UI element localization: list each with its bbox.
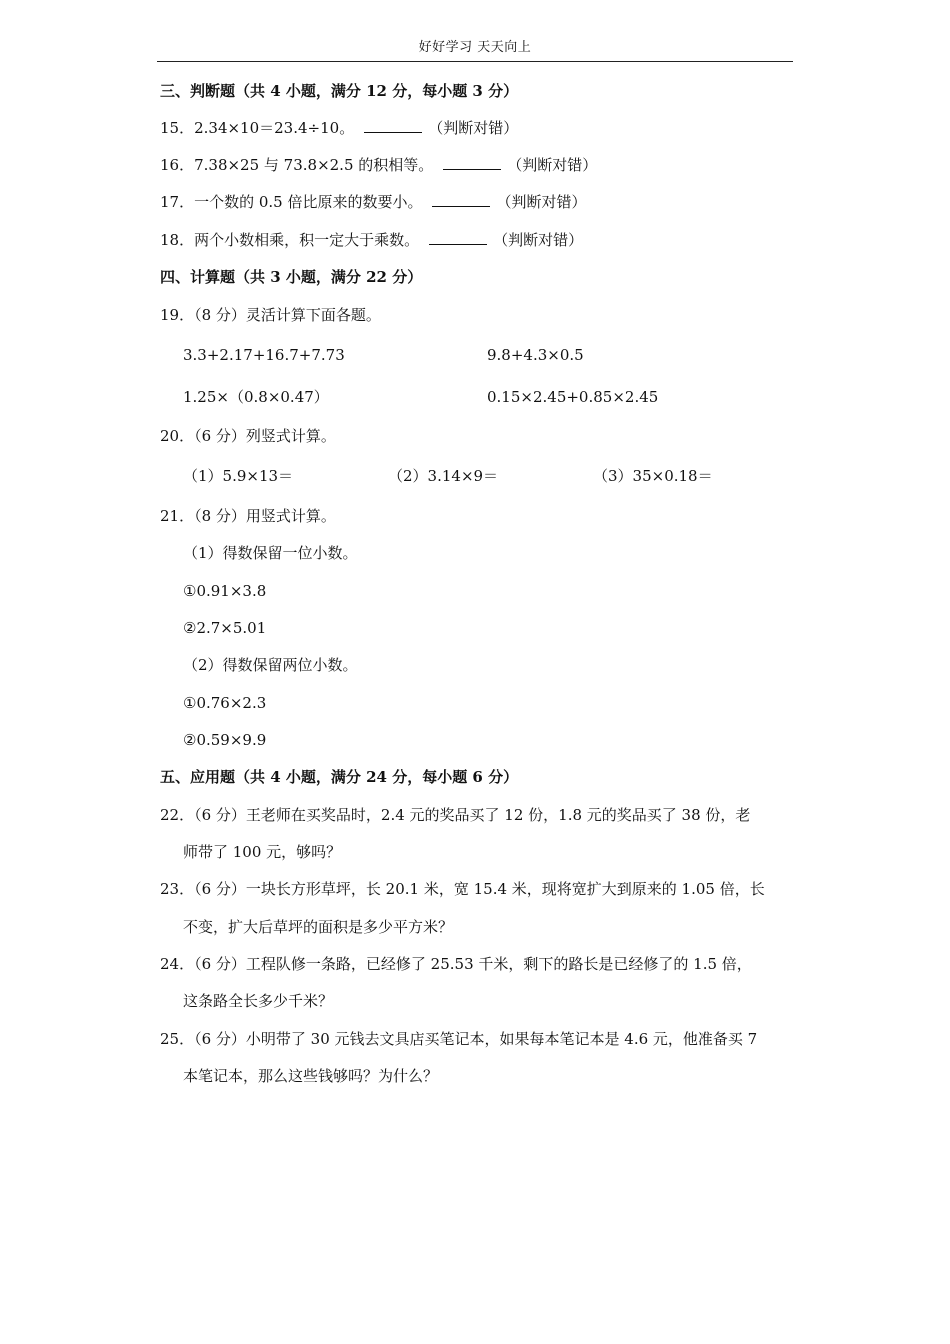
expression: 0.15×2.45+0.85×2.45 (487, 388, 659, 406)
question-18 (160, 230, 583, 250)
expression: （3）35×0.18＝ (593, 467, 713, 485)
question-23-line1: 23．（6 分）一块长方形草坪，长 20.1 米，宽 15.4 米，现将宽扩大到原来的 1.05 倍，长 (160, 880, 765, 898)
expression: ①0.91×3.8 (183, 582, 267, 600)
question-text: 15．2.34×10＝23.4÷10。 (160, 119, 355, 137)
expression: （1）5.9×13＝ (183, 467, 294, 485)
question-text: 16．7.38×25 与 73.8×2.5 的积相等。 (160, 156, 434, 174)
question-21: 21．（8 分）用竖式计算。 (160, 507, 336, 525)
question-text: 18．两个小数相乘，积一定大于乘数。 (160, 231, 420, 249)
question-23-line2: 不变，扩大后草坪的面积是多少平方米？ (183, 918, 454, 936)
question-17 (160, 192, 587, 212)
part-heading: （1）得数保留一位小数。 (183, 544, 358, 562)
section-4-title: 四、计算题（共 3 小题，满分 22 分） (160, 268, 423, 286)
question-suffix: （判断对错） (507, 156, 598, 174)
answer-blank[interactable] (443, 155, 501, 170)
question-25-line2: 本笔记本，那么这些钱够吗？为什么？ (183, 1067, 439, 1085)
answer-blank[interactable] (364, 118, 422, 133)
question-24-line1: 24．（6 分）工程队修一条路，已经修了 25.53 千米，剩下的路长是已经修了的 1.5 倍， (160, 955, 752, 973)
header-divider (157, 61, 793, 62)
expression: ①0.76×2.3 (183, 694, 267, 712)
question-suffix: （判断对错） (496, 193, 587, 211)
expression: ②0.59×9.9 (183, 731, 267, 749)
page-header: 好好学习 天天向上 (418, 40, 532, 55)
question-20: 20．（6 分）列竖式计算。 (160, 427, 336, 445)
question-19: 19．（8 分）灵活计算下面各题。 (160, 306, 381, 324)
part-heading: （2）得数保留两位小数。 (183, 656, 358, 674)
question-suffix: （判断对错） (428, 119, 519, 137)
question-22-line2: 师带了 100 元，够吗？ (183, 843, 342, 861)
question-suffix: （判断对错） (493, 231, 584, 249)
expression: 1.25×（0.8×0.47） (183, 388, 329, 406)
expression: ②2.7×5.01 (183, 619, 267, 637)
question-22-line1: 22．（6 分）王老师在买奖品时，2.4 元的奖品买了 12 份，1.8 元的奖品买了 38 份，老 (160, 806, 751, 824)
question-25-line1: 25．（6 分）小明带了 30 元钱去文具店买笔记本，如果每本笔记本是 4.6 元，他准备买 7 (160, 1030, 758, 1048)
question-24-line2: 这条路全长多少千米？ (183, 992, 334, 1010)
expression: 9.8+4.3×0.5 (487, 346, 584, 364)
question-16 (160, 155, 597, 175)
answer-blank[interactable] (429, 230, 487, 245)
expression: （2）3.14×9＝ (388, 467, 499, 485)
section-3-title: 三、判断题（共 4 小题，满分 12 分，每小题 3 分） (160, 82, 519, 100)
question-15 (160, 118, 518, 138)
question-text: 17．一个数的 0.5 倍比原来的数要小。 (160, 193, 423, 211)
section-5-title: 五、应用题（共 4 小题，满分 24 分，每小题 6 分） (160, 768, 519, 786)
expression: 3.3+2.17+16.7+7.73 (183, 346, 345, 364)
answer-blank[interactable] (432, 192, 490, 207)
